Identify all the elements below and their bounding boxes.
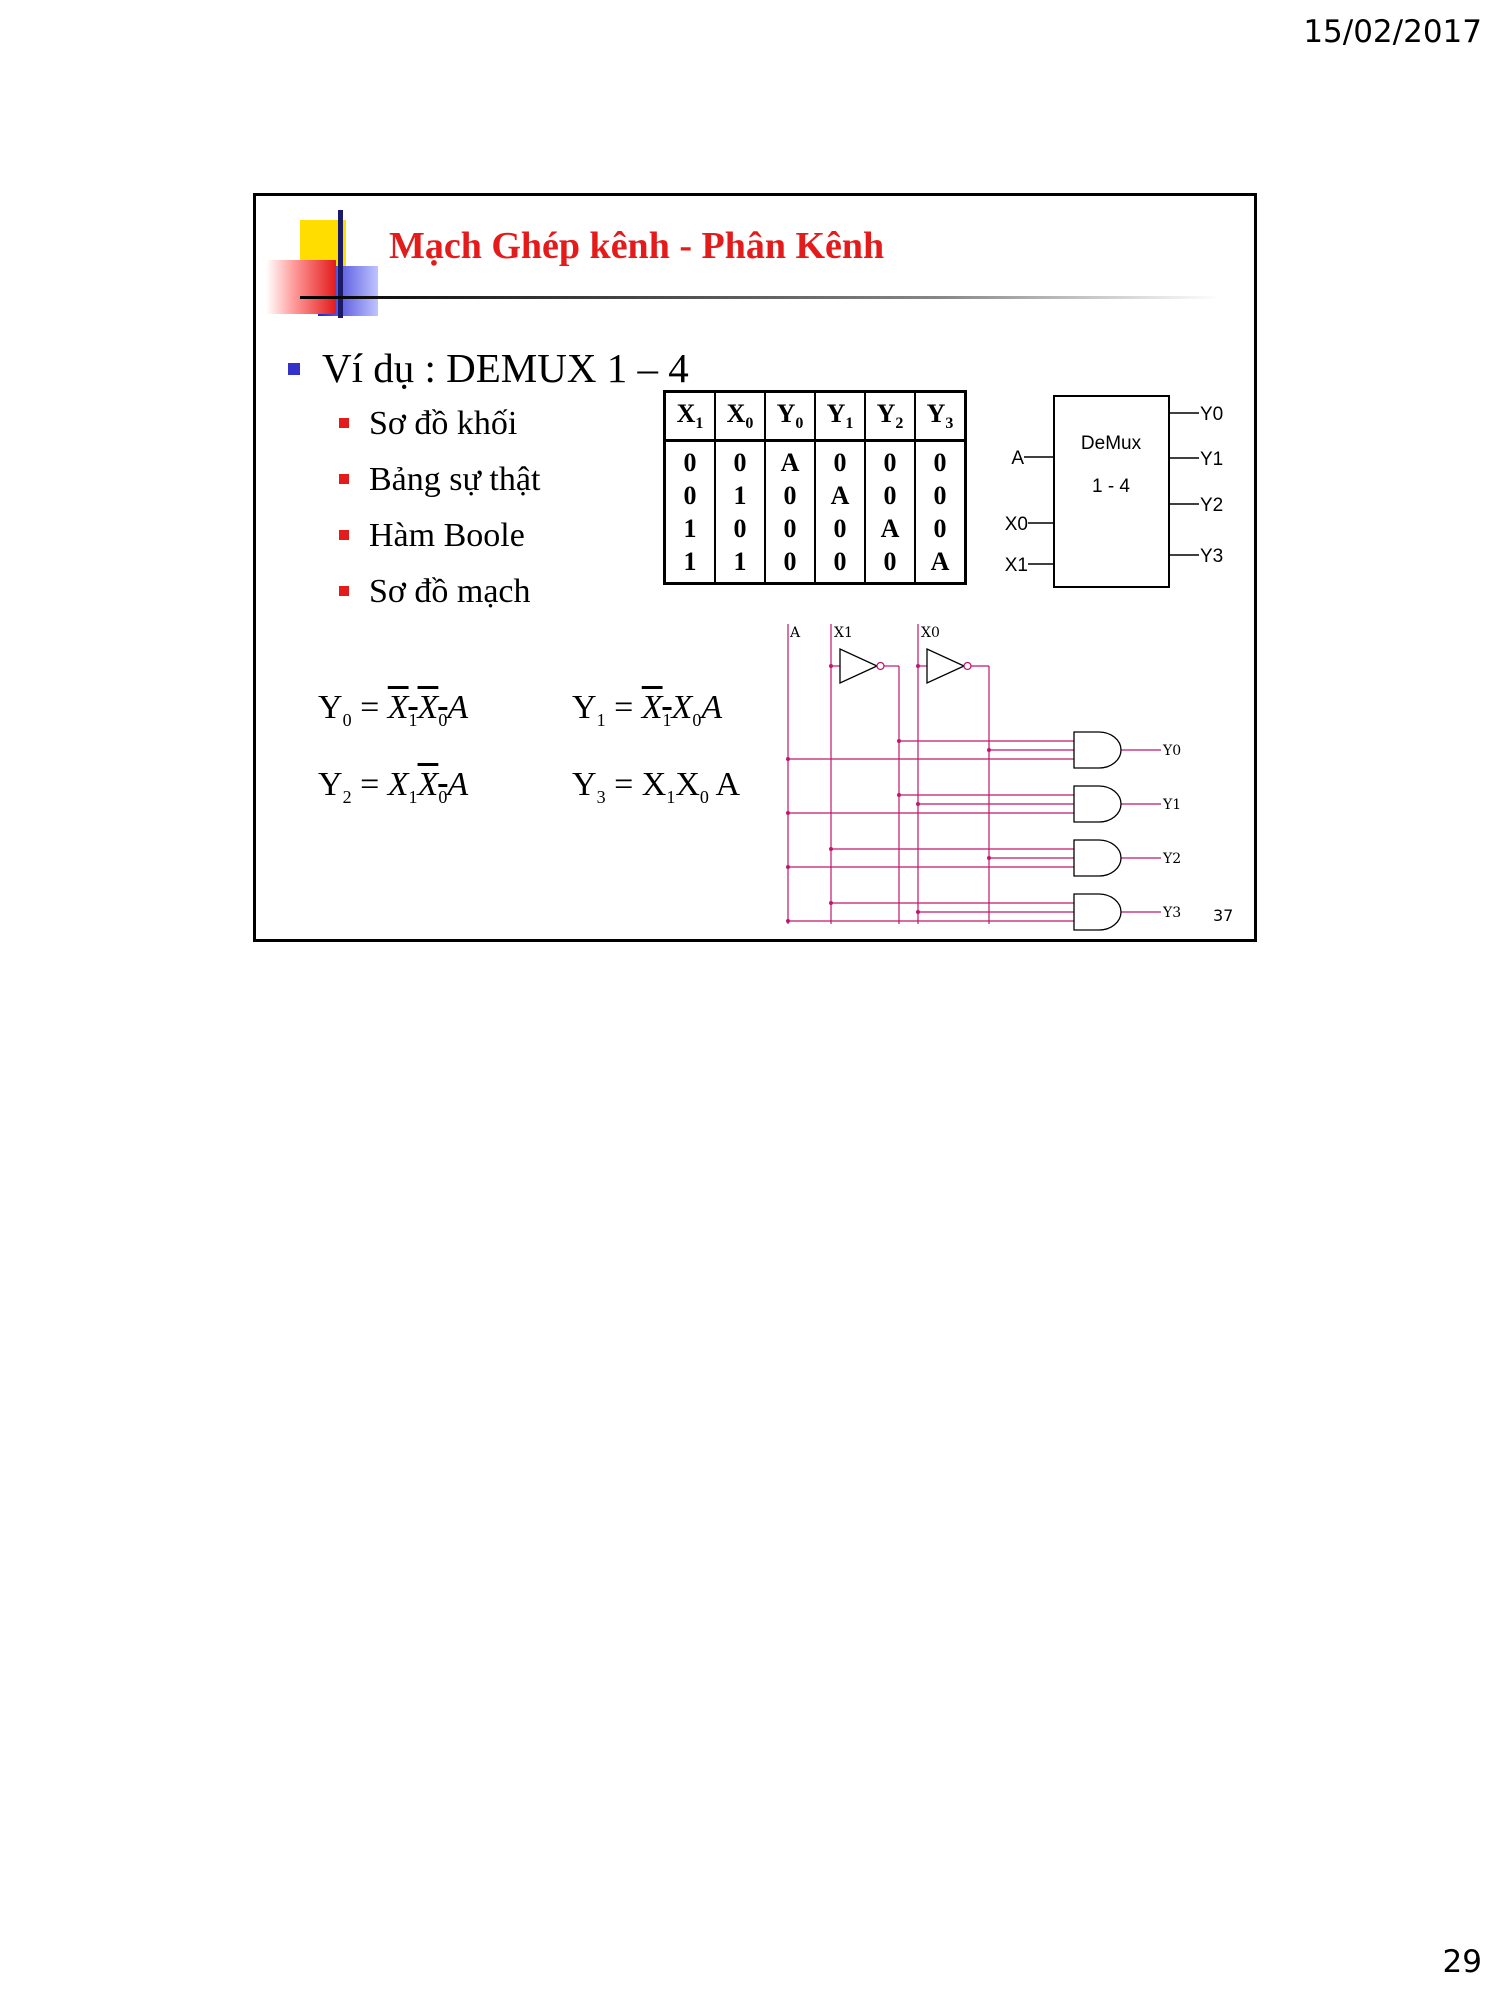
and-gate-icon <box>1074 732 1121 768</box>
table-row: 0 1 0 A 0 0 <box>665 479 966 512</box>
sub-bullet: Sơ đồ mạch <box>339 564 540 620</box>
and-gate-icon <box>1074 894 1121 930</box>
block-input-label: A <box>1011 448 1024 469</box>
and-gate-icon <box>1074 840 1121 876</box>
bullet-square-icon <box>339 586 349 596</box>
truth-table <box>663 390 967 585</box>
header-cell: $X_0$ <box>715 392 765 441</box>
slide-title: Mạch Ghép kênh - Phân Kênh <box>389 225 885 267</box>
main-bullet-text: Ví dụ : DEMUX 1 – 4 <box>322 345 689 391</box>
demux-block-ratio: 1 - 4 <box>1091 476 1131 497</box>
bullet-square-icon <box>339 474 349 484</box>
sub-bullet: Sơ đồ khối <box>339 396 540 452</box>
table-row: 0 0 A 0 0 0 <box>665 441 966 480</box>
slide-number: 37 <box>1213 906 1234 925</box>
bullet-square-icon <box>339 418 349 428</box>
circuit-input-label: A <box>790 625 801 641</box>
circuit-output-label: Y3 <box>1163 905 1182 921</box>
circuit-input-label: X0 <box>921 625 940 641</box>
block-output-label: Y2 <box>1200 495 1224 516</box>
demux-block-name: DeMux <box>1080 433 1142 454</box>
bullet-square-icon <box>339 530 349 540</box>
block-output-label: Y0 <box>1200 404 1224 425</box>
table-row: 1 0 0 0 A 0 <box>665 512 966 545</box>
equation-y2: $Y_2 = X_1X_0A$ <box>318 766 469 807</box>
header-cell: $Y_0$ <box>765 392 815 441</box>
equation-y1: $Y_1 = X_1X_0A$ <box>572 689 723 730</box>
inverter-gate-icon <box>927 649 971 683</box>
equation-y0: $Y_0 = X_1X_0A$ <box>318 689 469 730</box>
header-cell: $Y_2$ <box>865 392 915 441</box>
circuit-output-label: Y2 <box>1163 851 1182 867</box>
slide <box>253 193 1257 942</box>
demux-block-diagram <box>994 392 1254 592</box>
and-gate-icon <box>1074 786 1121 822</box>
sub-bullet: Hàm Boole <box>339 508 540 564</box>
sub-bullet: Bảng sự thật <box>339 452 540 508</box>
header-cell: $Y_3$ <box>915 392 966 441</box>
page-number: 29 <box>1442 1944 1482 1980</box>
header-cell: $Y_1$ <box>815 392 865 441</box>
block-input-label: X1 <box>1004 555 1028 576</box>
circuit-output-label: Y0 <box>1163 743 1182 759</box>
sub-bullet-list <box>339 396 540 620</box>
equation-y3: $Y_3 = X_1X_0$ A <box>572 766 741 807</box>
block-output-label: Y1 <box>1200 449 1224 470</box>
deco-red-square <box>266 260 336 314</box>
truth-table-header <box>665 392 966 441</box>
circuit-diagram <box>781 624 1257 942</box>
bullet-square-icon <box>288 363 300 375</box>
block-input-label: X0 <box>1004 514 1028 535</box>
circuit-output-label: Y1 <box>1163 797 1182 813</box>
inverter-gate-icon <box>840 649 884 683</box>
title-underline <box>300 296 1220 299</box>
table-row: 1 1 0 0 0 A <box>665 545 966 584</box>
header-cell: $X_1$ <box>665 392 716 441</box>
page-date: 15/02/2017 <box>1303 14 1482 50</box>
main-bullet <box>288 344 689 392</box>
block-output-label: Y3 <box>1200 546 1224 567</box>
circuit-input-label: X1 <box>834 625 853 641</box>
